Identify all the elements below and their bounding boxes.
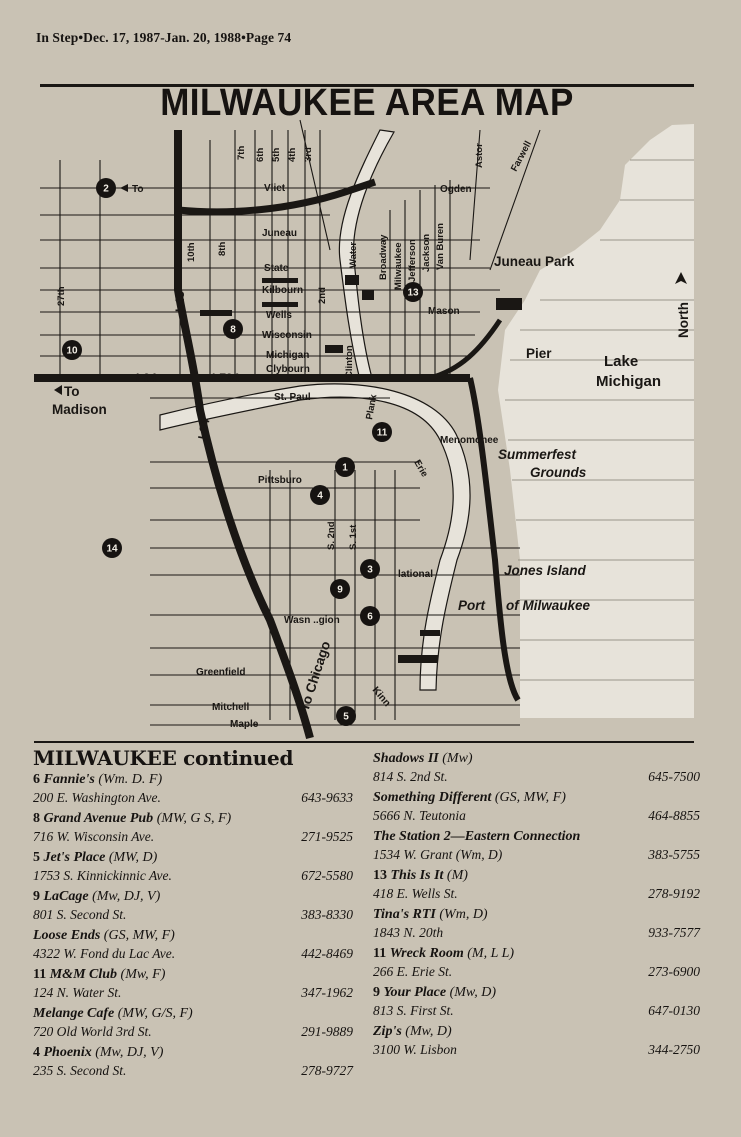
route-i43: I-43 — [173, 291, 187, 312]
route-i94-south: I-94 — [195, 417, 213, 441]
listing-phone: 672-5580 — [301, 868, 353, 883]
listing-address: 5666 N. Teutonia — [373, 808, 466, 823]
listing-address: 1843 N. 20th — [373, 925, 444, 940]
listing-address-line — [33, 789, 353, 806]
listing-phone: 383-5755 — [648, 847, 700, 862]
listing-entry — [373, 789, 700, 824]
label-s-1st: S. 1st — [348, 524, 359, 550]
left-entries — [33, 771, 353, 1079]
listing-number: 9 — [373, 985, 384, 1000]
listing-entry — [33, 810, 353, 845]
listing-address-line — [373, 768, 700, 785]
listing-name-line — [373, 750, 700, 768]
west-arrow-icon — [54, 385, 62, 395]
map-marker-label: 4 — [317, 490, 323, 502]
listing-name: Tina's RTI — [373, 907, 436, 922]
listing-tags: (Mw, D) — [401, 1024, 452, 1039]
label-maple: Maple — [230, 719, 259, 730]
listing-name-line — [373, 867, 700, 885]
label-kinn: Kinn — [369, 684, 393, 709]
listing-name-line — [33, 1044, 353, 1062]
label-6th: 6th — [255, 147, 266, 162]
listing-phone: 347-1962 — [301, 985, 353, 1000]
label-pier: Pier — [526, 346, 552, 361]
listing-address: 1534 W. Grant (Wm, D) — [373, 847, 503, 862]
listing-address-line — [33, 945, 353, 962]
label-4th: 4th — [287, 147, 298, 162]
label-jones-island: Jones Island — [504, 563, 586, 578]
label-plankinton: Plank — [364, 393, 380, 421]
label-michigan-st: Michigan — [266, 350, 310, 361]
listing-tags: (MW, G/S, F) — [114, 1006, 193, 1021]
section-title: MILWAUKEE continued — [33, 746, 294, 770]
listing-tags: (M, L L) — [463, 946, 515, 961]
label-pittsburg: Pittsburo — [258, 475, 302, 486]
label-to-chicago: To Chicago — [296, 639, 334, 713]
listing-address: 3100 W. Lisbon — [373, 1042, 457, 1057]
listing-name: Your Place — [383, 985, 447, 1000]
listing-phone: 278-9192 — [648, 886, 700, 901]
listing-entry — [373, 828, 700, 863]
listing-address-line — [33, 867, 353, 884]
listing-number: 11 — [33, 967, 50, 982]
listing-name: Loose Ends — [33, 928, 101, 943]
map-marker-label: 5 — [343, 711, 349, 723]
label-mason: Mason — [428, 306, 460, 317]
listing-tags: (GS, MW, F) — [491, 790, 566, 805]
label-wisconsin: Wisconsin — [262, 330, 312, 341]
right-entries — [373, 750, 700, 1058]
listing-entry — [33, 927, 353, 962]
listing-name-line — [33, 1005, 353, 1023]
listing-phone: 645-7500 — [648, 769, 700, 784]
listing-address-line — [373, 807, 700, 824]
label-to-madison-to: To — [64, 384, 80, 399]
label-juneau-park: Juneau Park — [494, 254, 575, 269]
page-header: In Step•Dec. 17, 1987-Jan. 20, 1988•Page 74 — [36, 30, 292, 45]
listing-entry — [373, 945, 700, 980]
listing-phone: 643-9633 — [301, 790, 353, 805]
label-port: Port — [458, 598, 485, 613]
route-i94-west: I-94 — [136, 371, 157, 385]
listing-address: 720 Old World 3rd St. — [33, 1024, 152, 1039]
listing-phone: 647-0130 — [648, 1003, 700, 1018]
listing-tags: (MW, D) — [105, 850, 158, 865]
label-2nd: 2nd — [317, 287, 328, 304]
listing-entry — [373, 750, 700, 785]
map-markers — [62, 178, 423, 726]
listing-name: Something Different — [373, 790, 492, 805]
label-north: North — [676, 302, 691, 338]
map-marker-label: 9 — [337, 584, 343, 596]
label-7th: 7th — [236, 145, 247, 160]
listing-entry — [33, 966, 353, 1001]
listings — [0, 745, 741, 1137]
listing-address-line — [373, 885, 700, 902]
label-lake-michigan: Michigan — [596, 373, 662, 390]
listing-tags: (GS, MW, F) — [100, 928, 175, 943]
label-summerfest-grounds: Grounds — [530, 465, 587, 480]
arrow-icon — [120, 184, 128, 192]
map-marker-label: 8 — [230, 324, 236, 336]
listing-name-line — [373, 984, 700, 1002]
listing-tags: (Wm, D) — [435, 907, 488, 922]
listing-name-line — [33, 771, 353, 789]
listing-phone: 344-2750 — [648, 1042, 700, 1057]
listing-tags: (MW, G S, F) — [153, 811, 232, 826]
listing-address-line — [33, 828, 353, 845]
listing-name-line — [373, 906, 700, 924]
listing-address: 418 E. Wells St. — [373, 886, 458, 901]
listing-address: 813 S. First St. — [373, 1003, 454, 1018]
listing-name: Grand Avenue Pub — [43, 811, 154, 826]
label-farwell: Farwell — [508, 139, 535, 174]
listing-name: The Station 2—Eastern Connection — [373, 829, 581, 844]
listing-tags: (Mw, DJ, V) — [91, 1045, 164, 1060]
label-summerfest: Summerfest — [498, 447, 577, 462]
listing-number: 6 — [33, 772, 44, 787]
label-kilbourn: Kilbourn — [262, 285, 304, 296]
label-van-buren: Van Buren — [435, 223, 446, 270]
map-marker-label: 2 — [103, 183, 109, 195]
label-vliet: Vliet — [264, 183, 286, 194]
label-10th: 10th — [186, 242, 197, 262]
listing-entry — [33, 771, 353, 806]
listing-address: 266 E. Erie St. — [373, 964, 453, 979]
listing-tags: (Mw, DJ, V) — [88, 889, 161, 904]
listing-address: 801 S. Second St. — [33, 907, 127, 922]
listing-name-line — [33, 966, 353, 984]
listing-address-line — [373, 846, 700, 863]
street-grid — [40, 120, 540, 725]
label-juneau: Juneau — [262, 228, 298, 239]
listing-entry — [33, 1044, 353, 1079]
label-wells: Wells — [266, 310, 292, 321]
listing-number: 8 — [33, 811, 44, 826]
label-clinton: Clinton — [344, 345, 355, 378]
listing-address: 235 S. Second St. — [33, 1063, 127, 1078]
listings-right-column — [373, 750, 700, 1058]
map-marker-label: 6 — [367, 611, 373, 623]
listing-number: 11 — [373, 946, 390, 961]
listing-address-line — [373, 963, 700, 980]
label-jackson: Jackson — [421, 233, 432, 272]
listing-entry — [373, 906, 700, 941]
listing-name: LaCage — [43, 889, 89, 904]
listing-address: 1753 S. Kinnickinnic Ave. — [33, 868, 172, 883]
listing-name: Jet's Place — [43, 850, 106, 865]
map-marker-label: 13 — [407, 287, 419, 299]
map-marker-label: 1 — [342, 462, 348, 474]
listing-number: 9 — [33, 889, 44, 904]
label-s-2nd: S. 2nd — [326, 521, 337, 550]
listing-number: 5 — [33, 850, 44, 865]
listing-name: Shadows II — [373, 751, 439, 766]
label-broadway: Broadway — [378, 234, 389, 280]
listing-number: 13 — [373, 868, 391, 883]
label-5th: 5th — [271, 147, 282, 162]
label-greenfield: Greenfield — [196, 667, 246, 678]
label-3rd: 3rd — [303, 147, 314, 162]
listing-address-line — [33, 1062, 353, 1079]
listing-name-line — [373, 828, 700, 846]
route-i794: I-794 — [212, 371, 240, 385]
listing-name: Zip's — [373, 1024, 402, 1039]
label-madison: Madison — [52, 402, 107, 417]
listing-name-line — [33, 888, 353, 906]
listing-phone: 933-7577 — [648, 925, 700, 940]
listing-tags: (Mw, F) — [117, 967, 166, 982]
listing-name-line — [373, 1023, 700, 1041]
listing-address: 814 S. 2nd St. — [373, 769, 448, 784]
label-jefferson: Jefferson — [407, 239, 418, 282]
map-bottom-rule — [34, 741, 694, 743]
listing-phone: 442-8469 — [301, 946, 353, 961]
listing-phone: 291-9889 — [301, 1024, 353, 1039]
map-marker-label: 10 — [66, 345, 78, 357]
label-lake: Lake — [604, 353, 639, 370]
listing-entry — [33, 888, 353, 923]
listing-address-line — [33, 1023, 353, 1040]
label-ogden: Ogden — [440, 184, 472, 195]
label-27th: 27th — [56, 286, 67, 306]
listing-address: 716 W. Wisconsin Ave. — [33, 829, 155, 844]
label-of-milwaukee: of Milwaukee — [506, 598, 591, 613]
label-water: Water — [348, 241, 359, 268]
label-8th: 8th — [217, 241, 228, 256]
listing-entry — [373, 984, 700, 1019]
listing-name: Wreck Room — [389, 946, 464, 961]
listing-phone: 464-8855 — [648, 808, 700, 823]
listing-phone: 383-8330 — [301, 907, 353, 922]
label-menomonee: Menomonee — [440, 435, 499, 446]
lake-michigan-area — [498, 124, 694, 718]
listing-address-line — [33, 906, 353, 923]
label-state: State — [264, 263, 289, 274]
listing-number: 4 — [33, 1045, 44, 1060]
listing-phone: 278-9727 — [301, 1063, 353, 1078]
listing-tags: (Wm. D. F) — [94, 772, 163, 787]
label-st-paul: St. Paul — [274, 392, 311, 403]
listing-address-line — [373, 1041, 700, 1058]
listing-name-line — [33, 927, 353, 945]
listing-name-line — [373, 789, 700, 807]
listing-phone: 273-6900 — [648, 964, 700, 979]
listing-address-line — [373, 1002, 700, 1019]
listing-name: This Is It — [390, 868, 444, 883]
map-marker-label: 3 — [367, 564, 373, 576]
map-title: MILWAUKEE AREA MAP — [160, 82, 574, 124]
label-clybourn: Clybourn — [266, 364, 310, 375]
label-astor: Astor — [474, 143, 485, 168]
label-to: To — [132, 184, 144, 195]
label-mitchell: Mitchell — [212, 702, 250, 713]
listing-name-line — [33, 810, 353, 828]
label-washington: Wasn ..gion — [284, 615, 340, 626]
listing-address-line — [33, 984, 353, 1001]
listing-address-line — [373, 924, 700, 941]
listing-name: M&M Club — [49, 967, 118, 982]
listing-entry — [373, 867, 700, 902]
listing-tags: (M) — [443, 868, 468, 883]
listing-name: Fannie's — [43, 772, 95, 787]
label-milwaukee-st: Milwaukee — [393, 242, 404, 290]
listing-name-line — [33, 849, 353, 867]
listing-address: 4322 W. Fond du Lac Ave. — [33, 946, 176, 961]
listing-tags: (Mw, D) — [446, 985, 497, 1000]
listing-name-line — [373, 945, 700, 963]
listing-entry — [33, 1005, 353, 1040]
listing-phone: 271-9525 — [301, 829, 353, 844]
listing-entry — [373, 1023, 700, 1058]
label-erie: Erie — [411, 458, 430, 480]
listing-name: Phoenix — [43, 1045, 92, 1060]
map-marker-label: 11 — [376, 427, 388, 439]
listing-tags: (Mw) — [438, 751, 473, 766]
listing-address: 124 N. Water St. — [33, 985, 122, 1000]
map-marker-label: 14 — [106, 543, 118, 555]
listings-left-column — [33, 745, 353, 1079]
listing-entry — [33, 849, 353, 884]
listing-name: Melange Cafe — [33, 1006, 115, 1021]
listing-address: 200 E. Washington Ave. — [33, 790, 161, 805]
label-national: lational — [398, 569, 434, 580]
